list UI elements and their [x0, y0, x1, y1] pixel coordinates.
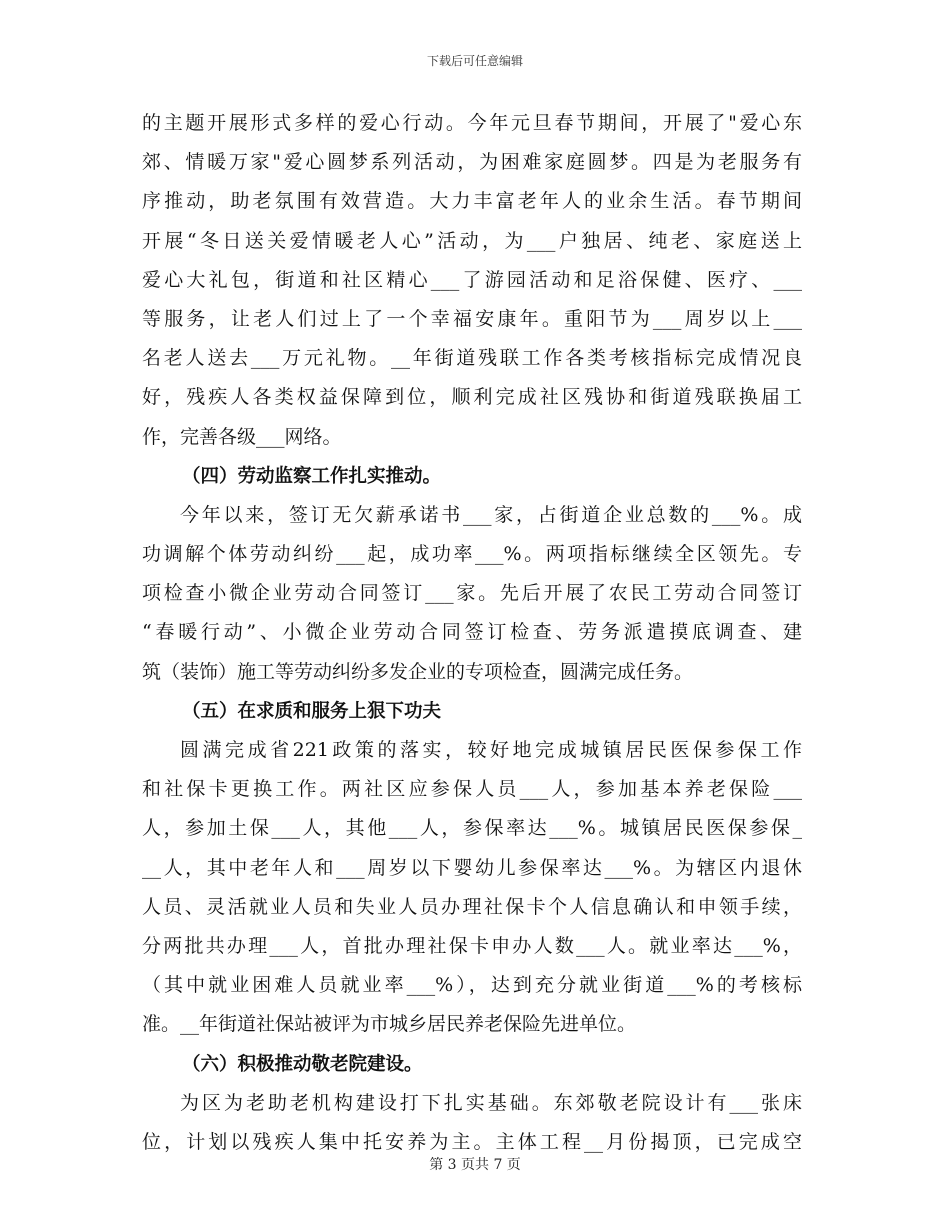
body-text-line: 等服务，让老人们过上了一个幸福安康年。重阳节为___周岁以上___: [142, 307, 802, 330]
body-text-line: 名老人送去___万元礼物。__年街道残联工作各类考核指标完成情况良: [142, 347, 802, 370]
body-text-line: 人员、灵活就业人员和失业人员办理社保卡个人信息确认和申领手续，: [142, 895, 802, 918]
page-footer: 第 3 页共 7 页: [429, 1157, 521, 1173]
body-text-line: 开展“冬日送关爱情暖老人心”活动，为___户独居、纯老、家庭送上: [142, 229, 802, 252]
body-text-line: 郊、情暖万家"爱心圆梦系列活动，为困难家庭圆梦。四是为老服务有: [142, 151, 802, 174]
body-text-line: 筑（装饰）施工等劳动纠纷多发企业的专项检查，圆满完成任务。: [142, 660, 694, 683]
body-text-line: 好，残疾人各类权益保障到位，顺利完成社区残协和街道残联换届工: [142, 386, 802, 409]
body-text-line: 分两批共办理___人，首批办理社保卡申办人数___人。就业率达___%，: [142, 934, 802, 957]
section-heading: （四）劳动监察工作扎实推动。: [182, 465, 442, 487]
body-text-line: 今年以来，签订无欠薪承诺书___家，占街道企业总数的___%。成: [180, 503, 802, 526]
section-heading: （五）在求质和服务上狠下功夫: [182, 700, 442, 722]
body-text-line: 功调解个体劳动纠纷___起，成功率___%。两项指标继续全区领先。专: [142, 543, 802, 566]
body-text-line: 人，参加土保___人，其他___人，参保率达___%。城镇居民医保参保_: [142, 817, 802, 840]
body-text-line: 序推动，助老氛围有效营造。大力丰富老年人的业余生活。春节期间: [142, 190, 802, 213]
body-text-line: 和社保卡更换工作。两社区应参保人员___人，参加基本养老保险___: [142, 778, 802, 801]
body-text-line: 为区为老助老机构建设打下扎实基础。东郊敬老院设计有___张床: [180, 1091, 802, 1114]
body-text-line: 作，完善各级___网络。: [142, 425, 342, 448]
body-text-line: __人，其中老年人和___周岁以下婴幼儿参保率达___%。为辖区内退休: [142, 856, 802, 879]
body-text-line: 准。__年街道社保站被评为市城乡居民养老保险先进单位。: [142, 1013, 637, 1036]
document-body: [142, 104, 802, 1162]
body-text-line: 项检查小微企业劳动合同签订___家。先后开展了农民工劳动合同签订: [142, 582, 802, 605]
body-text-line: 爱心大礼包，街道和社区精心___了游园活动和足浴保健、医疗、___: [142, 268, 802, 291]
body-text-line: “春暖行动”、小微企业劳动合同签订检查、劳务派遣摸底调查、建: [142, 621, 802, 644]
body-text-line: 位，计划以残疾人集中托安养为主。主体工程__月份揭顶，已完成空: [142, 1130, 802, 1153]
body-text-line: 的主题开展形式多样的爱心行动。今年元旦春节期间，开展了"爱心东: [142, 112, 802, 134]
section-heading: （六）积极推动敬老院建设。: [182, 1053, 423, 1075]
body-text-line: （其中就业困难人员就业率___%），达到充分就业街道___%的考核标: [142, 974, 802, 997]
body-text-line: 圆满完成省221政策的落实，较好地完成城镇居民医保参保工作: [180, 739, 802, 761]
page-header: 下载后可任意编辑: [426, 54, 523, 68]
